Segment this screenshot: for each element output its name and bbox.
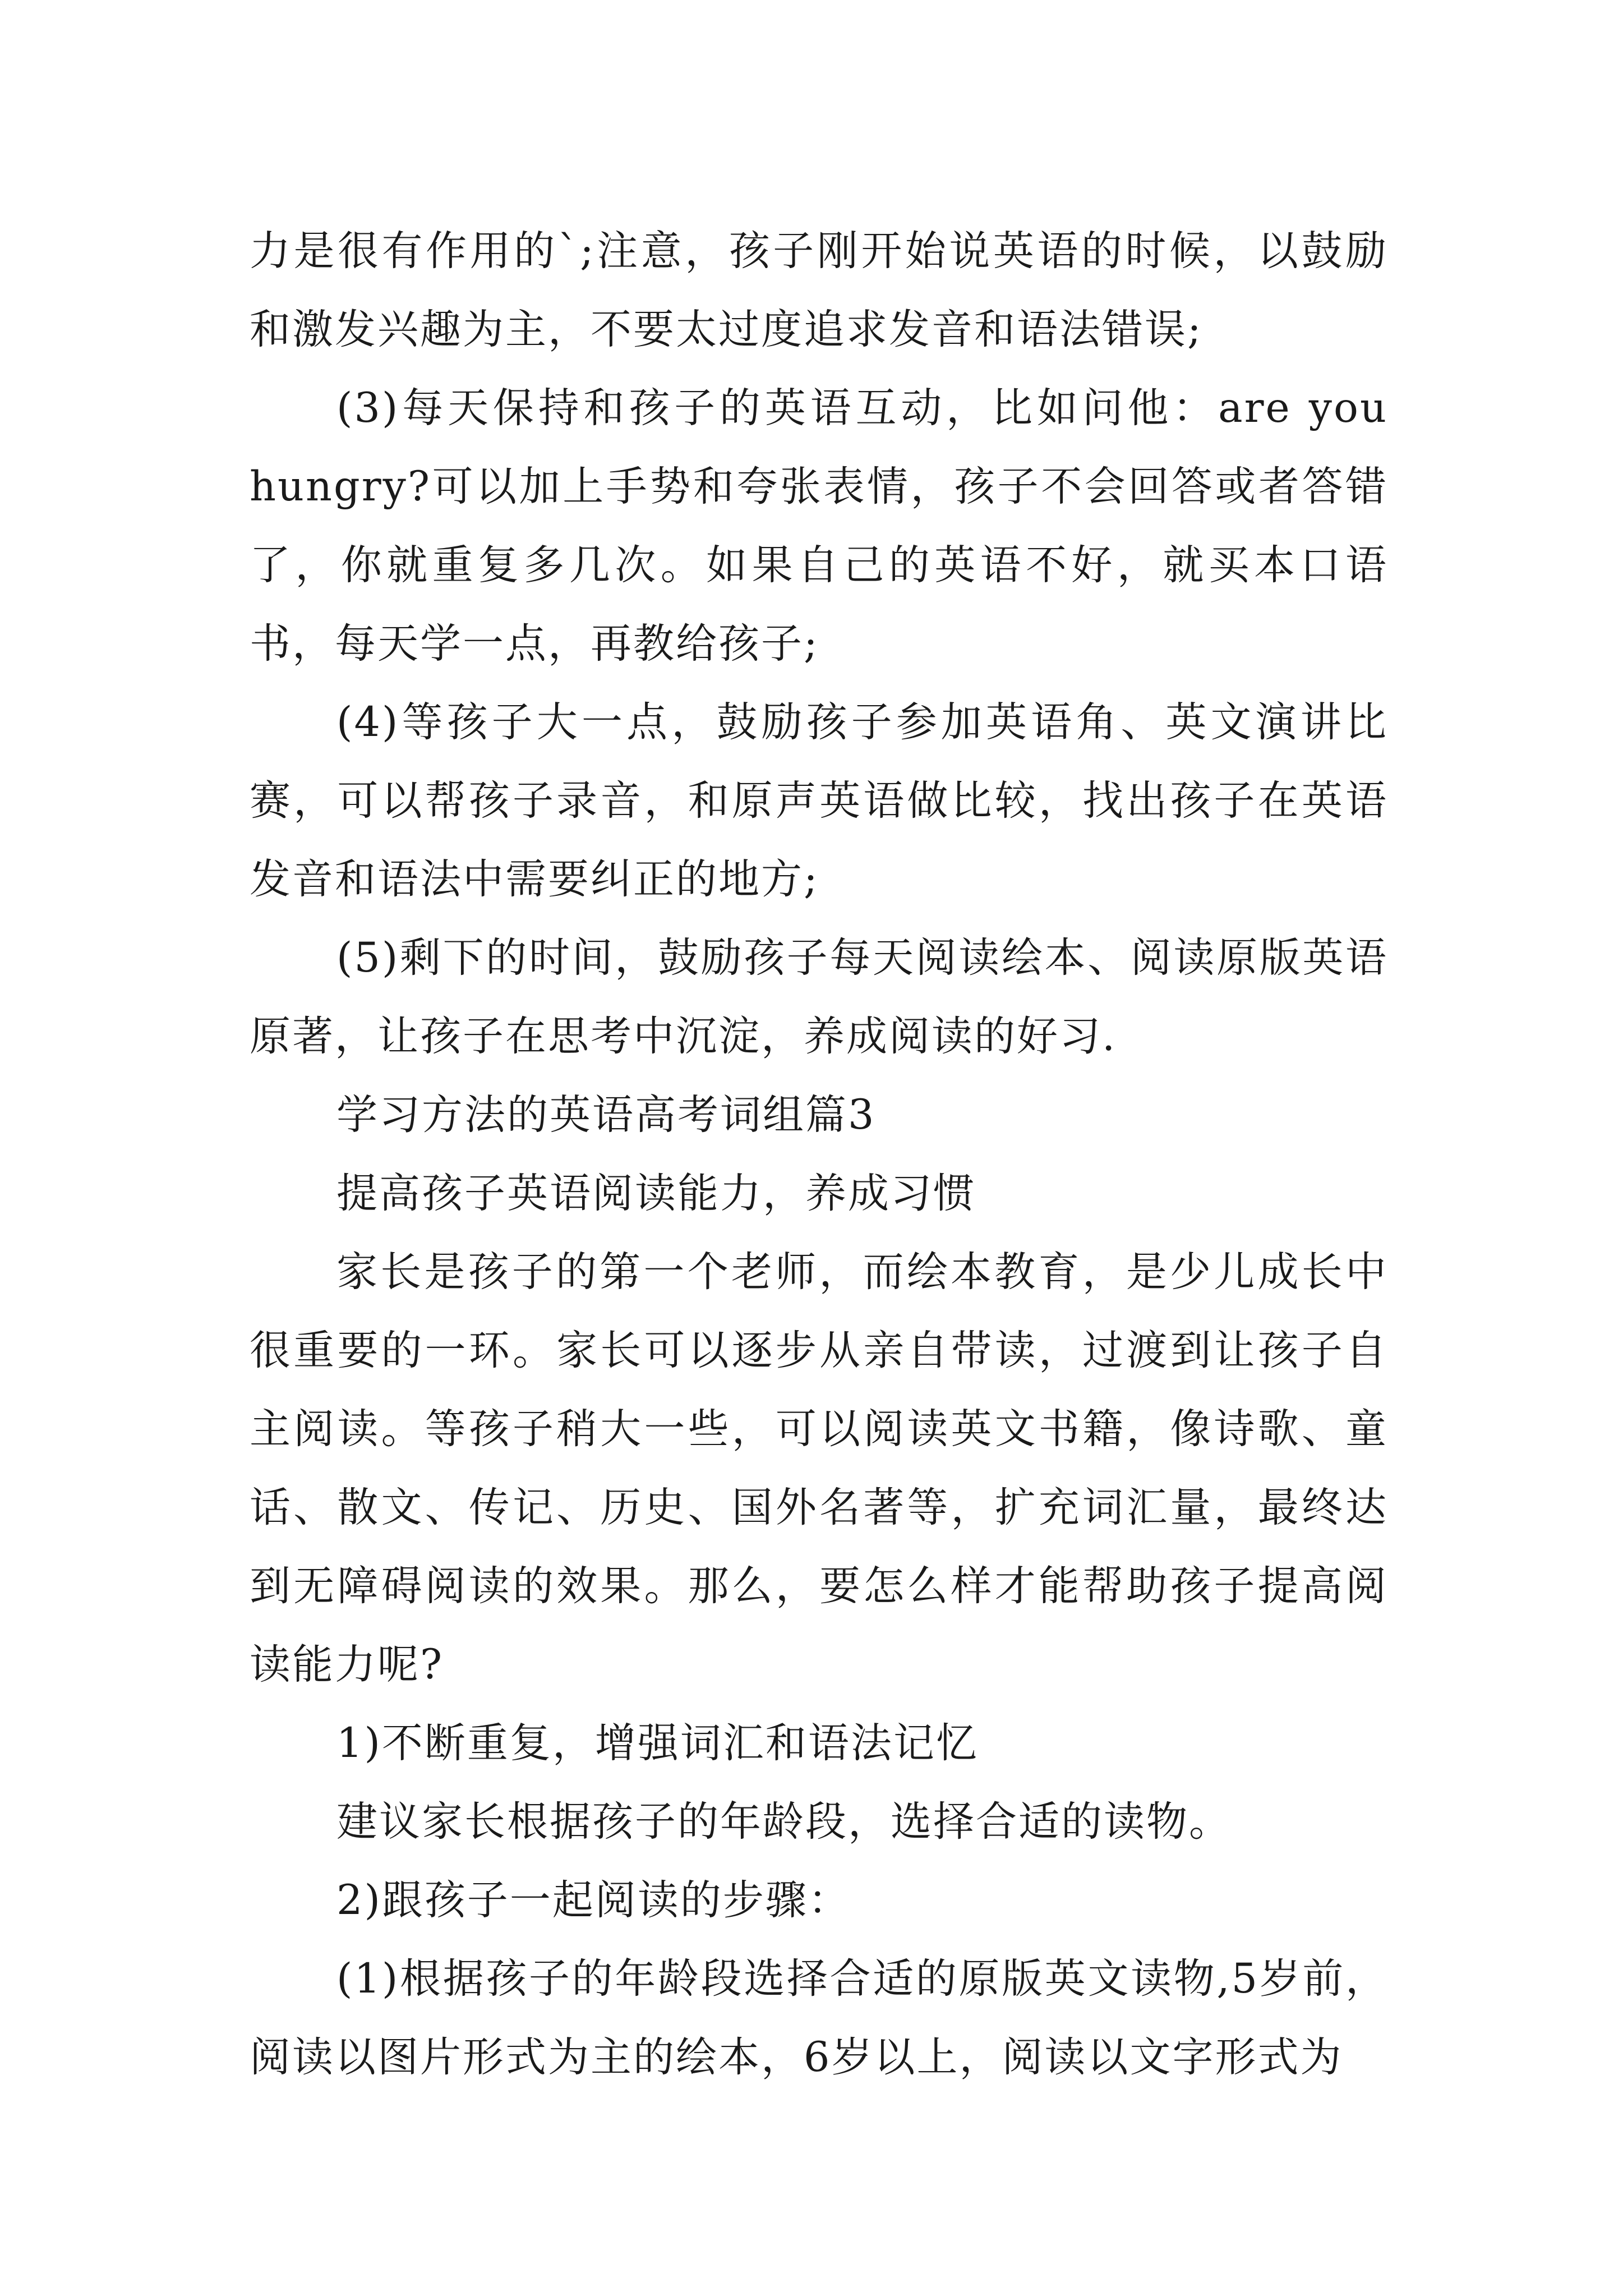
paragraph-2: (3)每天保持和孩子的英语互动，比如问他：are you hungry?可以加上手势和夸张表情，孩子不会回答或者答错了，你就重复多几次。如果自己的英语不好，就买本口语书，每天学一点，再教给孩子; xyxy=(250,384,1388,668)
paragraph-6: 建议家长根据孩子的年龄段，选择合适的读物。 xyxy=(336,1798,1232,1846)
paragraph-3: (4)等孩子大一点，鼓励孩子参加英语角、英文演讲比赛，可以帮孩子录音，和原声英语做比较，找出孩子在英语发音和语法中需要纠正的地方; xyxy=(250,698,1388,903)
section-heading: 学习方法的英语高考词组篇3 xyxy=(336,1091,876,1139)
paragraph-7: (1)根据孩子的年龄段选择合适的原版英文读物,5岁前，阅读以图片形式为主的绘本，6岁以上，阅读以文字形式为 xyxy=(250,1955,1388,2081)
section-subheading: 提高孩子英语阅读能力，养成习惯 xyxy=(336,1170,976,1217)
paragraph-5: 家长是孩子的第一个老师，而绘本教育，是少儿成长中很重要的一环。家长可以逐步从亲自带读，过渡到让孩子自主阅读。等孩子稍大一些，可以阅读英文书籍，像诗歌、童话、散文、传记、历史、国外名著等，扩充词汇量，最终达到无障碍阅读的效果。那么，要怎么样才能帮助孩子提高阅读能力呢? xyxy=(250,1248,1388,1688)
list-item-1: 1)不断重复，增强词汇和语法记忆 xyxy=(336,1719,979,1767)
paragraph-4: (5)剩下的时间，鼓励孩子每天阅读绘本、阅读原版英语原著，让孩子在思考中沉淀，养成阅读的好习. xyxy=(250,934,1388,1060)
paragraph-1: 力是很有作用的`;注意，孩子刚开始说英语的时候，以鼓励和激发兴趣为主，不要太过度追求发音和语法错误; xyxy=(250,227,1388,353)
list-item-2: 2)跟孩子一起阅读的步骤： xyxy=(336,1876,851,1924)
document-body xyxy=(250,212,1388,2097)
